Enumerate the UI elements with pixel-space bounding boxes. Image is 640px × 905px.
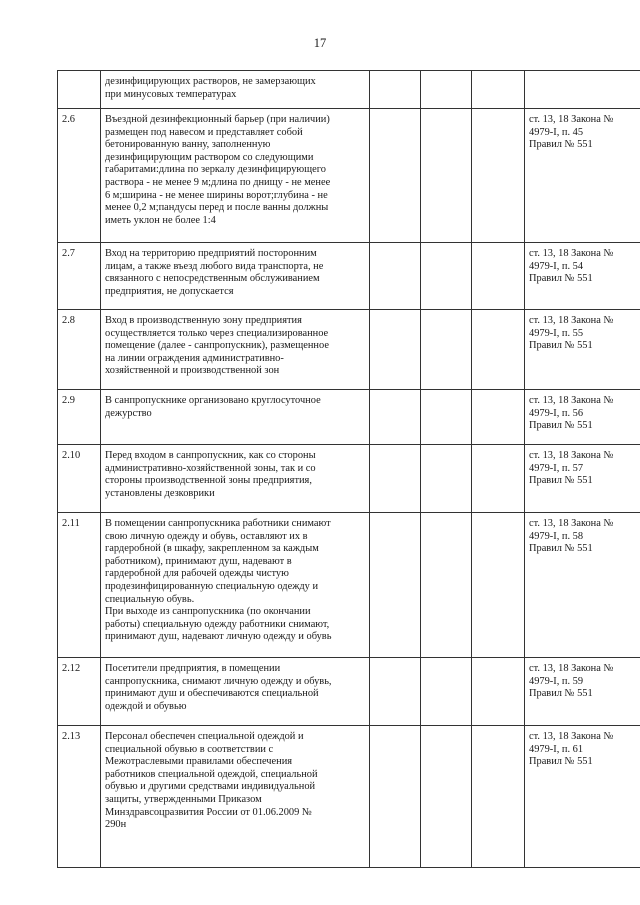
table-row: [58, 513, 640, 658]
item-number: 2.8: [58, 310, 101, 390]
answer-yes-cell: [370, 726, 421, 868]
answer-yes-cell: [370, 109, 421, 243]
legal-reference: [525, 71, 640, 109]
requirement-text: В санпропускнике организовано круглосуточное дежурство: [101, 390, 370, 445]
answer-yes-cell: [370, 310, 421, 390]
checklist-table: [57, 70, 640, 868]
answer-no-cell: [421, 310, 472, 390]
requirement-text: В помещении санпропускника работники снимают свою личную одежду и обувь, оставляют их в гардеробной (в шкафу, закрепленном за каждым работником), принимают душ, надевают в гардеробной для рабочей одежды чистую продезинфицированную специальную одежду и специальную обувь. При выходе из санпропускника (по окончании работы) специальную одежду работники снимают, принимают душ, надевают личную одежду и обувь: [101, 513, 370, 658]
table-row: [58, 658, 640, 726]
item-number: 2.6: [58, 109, 101, 243]
item-number: 2.11: [58, 513, 101, 658]
item-number: 2.9: [58, 390, 101, 445]
answer-na-cell: [472, 310, 525, 390]
legal-reference: ст. 13, 18 Закона № 4979-I, п. 45 Правил № 551: [525, 109, 640, 243]
answer-yes-cell: [370, 513, 421, 658]
legal-reference: ст. 13, 18 Закона № 4979-I, п. 54 Правил № 551: [525, 243, 640, 310]
answer-na-cell: [472, 445, 525, 513]
answer-na-cell: [472, 658, 525, 726]
item-number: 2.10: [58, 445, 101, 513]
answer-na-cell: [472, 109, 525, 243]
answer-no-cell: [421, 513, 472, 658]
item-number: 2.12: [58, 658, 101, 726]
requirement-text: Вход на территорию предприятий посторонним лицам, а также въезд любого вида транспорта, не связанного с непосредственным обслуживанием предприятия, не допускается: [101, 243, 370, 310]
answer-yes-cell: [370, 658, 421, 726]
table-row: [58, 109, 640, 243]
table-row: [58, 310, 640, 390]
requirement-text: Перед входом в санпропускник, как со стороны административно-хозяйственной зоны, так и со стороны производственной зоны предприятия, установлены дезковрики: [101, 445, 370, 513]
answer-na-cell: [472, 71, 525, 109]
answer-no-cell: [421, 390, 472, 445]
answer-no-cell: [421, 658, 472, 726]
answer-no-cell: [421, 109, 472, 243]
answer-na-cell: [472, 390, 525, 445]
item-number: [58, 71, 101, 109]
legal-reference: ст. 13, 18 Закона № 4979-I, п. 61 Правил № 551: [525, 726, 640, 868]
answer-yes-cell: [370, 243, 421, 310]
answer-yes-cell: [370, 390, 421, 445]
requirement-text: Персонал обеспечен специальной одеждой и специальной обувью в соответствии с Межотраслевыми правилами обеспечения работников специальной одеждой, специальной обувью и другими средствами индивидуальной защиты, утвержденными Приказом Минздравсоцразвития России от 01.06.2009 № 290н: [101, 726, 370, 868]
legal-reference: ст. 13, 18 Закона № 4979-I, п. 55 Правил № 551: [525, 310, 640, 390]
answer-na-cell: [472, 726, 525, 868]
answer-na-cell: [472, 243, 525, 310]
answer-yes-cell: [370, 71, 421, 109]
answer-no-cell: [421, 445, 472, 513]
item-number: 2.7: [58, 243, 101, 310]
page-number: 17: [313, 36, 327, 50]
requirement-text: Вход в производственную зону предприятия осуществляется только через специализированное помещение (далее - санпропускник), размещенное на линии ограждения административно- хозяйственной и производственной зон: [101, 310, 370, 390]
table-row: [58, 71, 640, 109]
requirement-text: дезинфицирующих растворов, не замерзающих при минусовых температурах: [101, 71, 370, 109]
answer-yes-cell: [370, 445, 421, 513]
legal-reference: ст. 13, 18 Закона № 4979-I, п. 59 Правил № 551: [525, 658, 640, 726]
table-row: [58, 726, 640, 868]
answer-no-cell: [421, 726, 472, 868]
requirement-text: Посетители предприятия, в помещении санпропускника, снимают личную одежду и обувь, принимают душ и обеспечиваются специальной одеждой и обувью: [101, 658, 370, 726]
requirement-text: Въездной дезинфекционный барьер (при наличии) размещен под навесом и представляет собой бетонированную ванну, заполненную дезинфицирующим раствором со следующими габаритами:длина по зеркалу дезинфицирующего раствора - не менее 9 м;длина по днищу - не менее 6 м;ширина - не менее ширины ворот;глубина - не менее 0,2 м;пандусы перед и после ванны должны иметь уклон не более 1:4: [101, 109, 370, 243]
answer-na-cell: [472, 513, 525, 658]
table-row: [58, 390, 640, 445]
legal-reference: ст. 13, 18 Закона № 4979-I, п. 58 Правил № 551: [525, 513, 640, 658]
table-row: [58, 243, 640, 310]
answer-no-cell: [421, 243, 472, 310]
answer-no-cell: [421, 71, 472, 109]
table-row: [58, 445, 640, 513]
legal-reference: ст. 13, 18 Закона № 4979-I, п. 57 Правил № 551: [525, 445, 640, 513]
legal-reference: ст. 13, 18 Закона № 4979-I, п. 56 Правил № 551: [525, 390, 640, 445]
item-number: 2.13: [58, 726, 101, 868]
